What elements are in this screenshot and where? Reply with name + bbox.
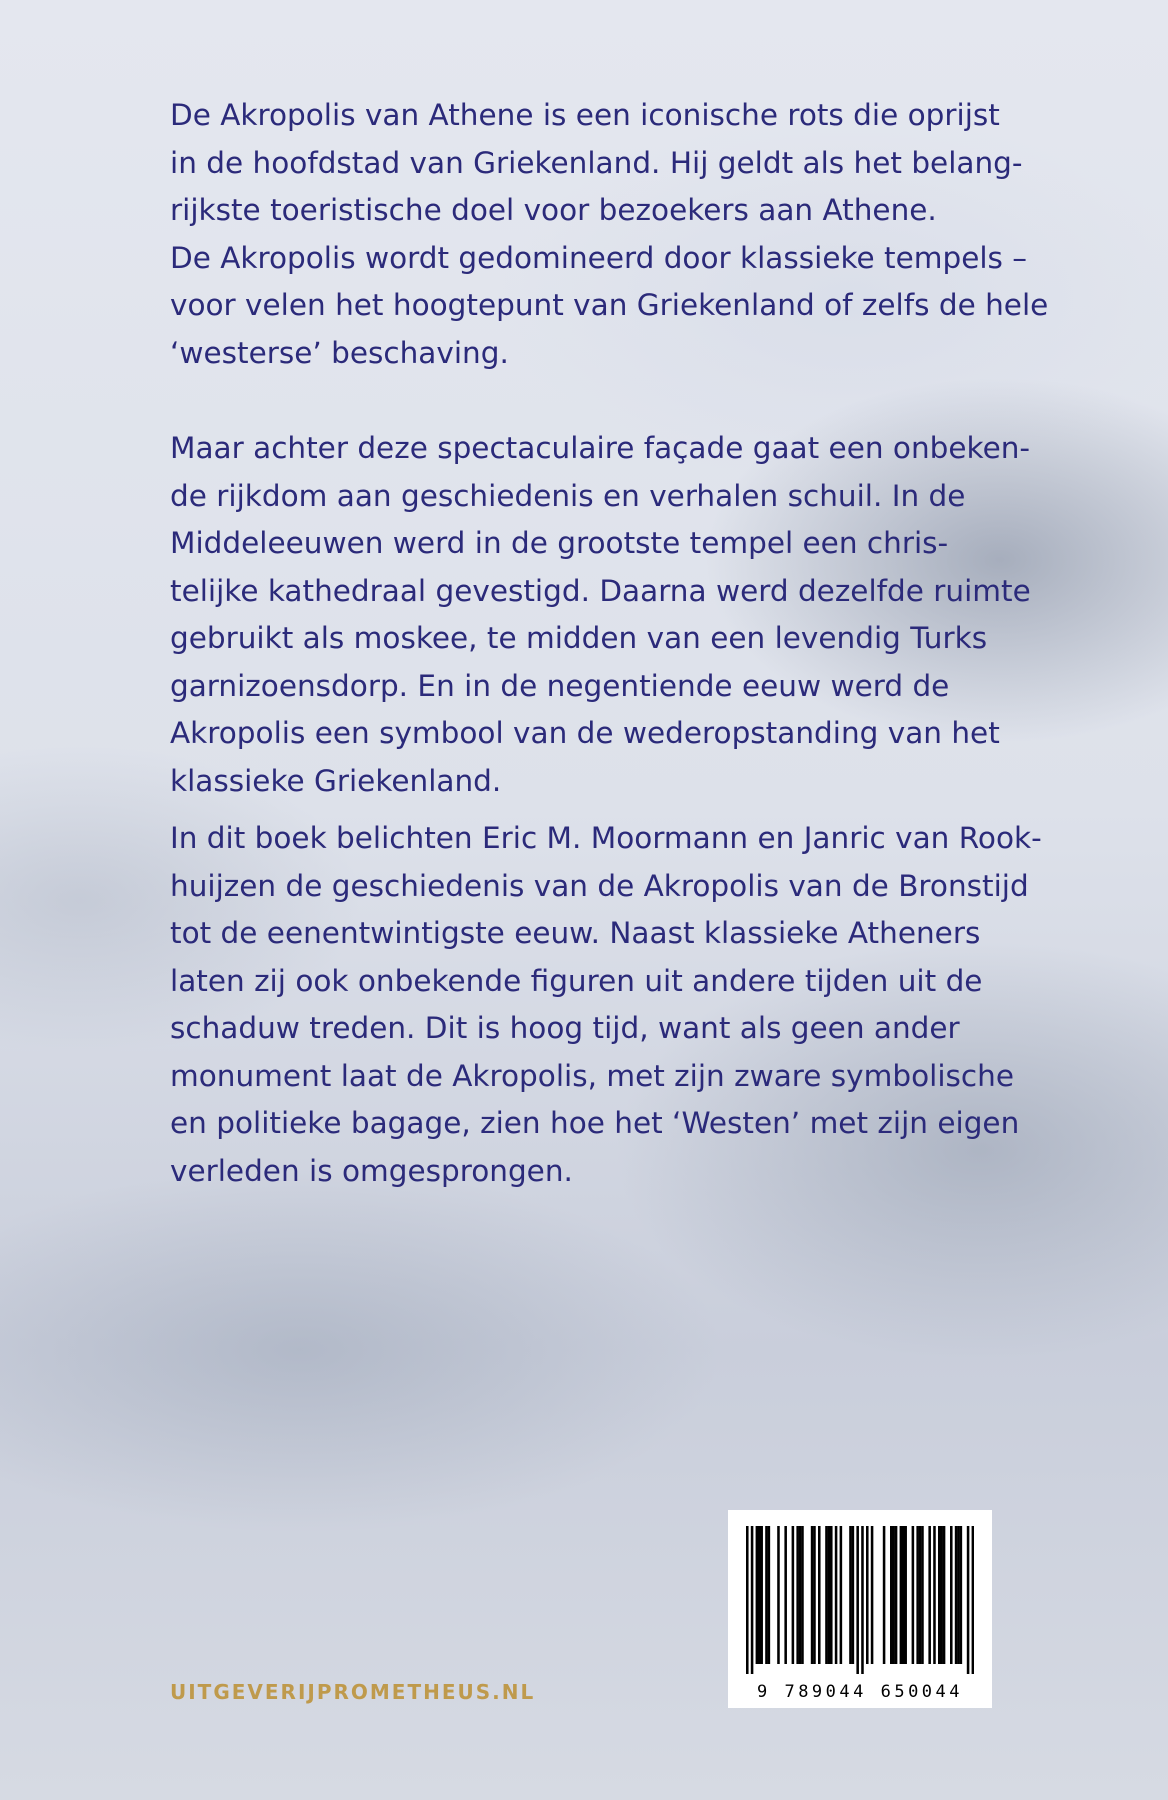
barcode-bar — [852, 1526, 855, 1664]
text-line: telijke kathedraal gevestigd. Daarna werd dezelfde ruimte — [170, 573, 1031, 608]
isbn-number: 9 789044 650044 — [756, 1682, 964, 1702]
barcode-bar — [758, 1526, 761, 1664]
barcode-bar — [784, 1526, 787, 1664]
barcode-bar — [828, 1526, 831, 1664]
text-line: laten zij ook onbekende figuren uit andere tijden uit de — [170, 963, 983, 998]
isbn-barcode — [728, 1510, 992, 1708]
barcode-bar — [902, 1526, 905, 1664]
barcode-bar — [895, 1526, 898, 1664]
barcode-bar — [928, 1526, 931, 1664]
text-line: schaduw treden. Dit is hoog tijd, want als geen ander — [170, 1011, 960, 1045]
barcode-bar — [765, 1526, 768, 1664]
text-line: Akropolis een symbool van de wederopstanding van het — [170, 716, 1000, 750]
barcode-bar — [751, 1526, 754, 1674]
paragraph-intro — [170, 92, 1049, 377]
barcode-bar — [830, 1526, 833, 1664]
barcode-bar — [890, 1526, 893, 1664]
text-line: garnizoensdorp. En in de negentiende eeuw werd de — [170, 668, 950, 703]
text-line: Maar achter deze spectaculaire façade gaat een onbeken- — [170, 431, 1031, 465]
barcode-bars — [746, 1526, 974, 1674]
barcode-bar — [943, 1526, 946, 1664]
paragraph-book — [170, 815, 1042, 1195]
barcode-bar — [768, 1526, 771, 1664]
barcode-bar — [813, 1526, 816, 1664]
text-line: In dit boek belichten Eric M. Moormann en Janric van Rook- — [170, 821, 1042, 855]
text-line: huijzen de geschiedenis van de Akropolis van de Bronstijd — [170, 868, 1029, 903]
barcode-bar — [916, 1526, 919, 1664]
text-line: tot de eenentwintigste eeuw. Naast klassieke Atheners — [170, 916, 981, 950]
barcode-bar — [883, 1526, 886, 1664]
text-line: De Akropolis van Athene is een iconische rots die oprijst — [170, 98, 1000, 132]
barcode-bar — [818, 1526, 821, 1664]
barcode-bar — [957, 1526, 960, 1664]
text-line: verleden is omgesprongen. — [170, 1153, 573, 1188]
paragraph-history — [170, 425, 1031, 805]
publisher-url: UITGEVERIJPROMETHEUS.NL — [170, 1680, 536, 1704]
barcode-bar — [900, 1526, 903, 1664]
text-line: ‘westerse’ beschaving. — [170, 335, 509, 370]
barcode-bar — [904, 1526, 907, 1664]
text-line: De Akropolis wordt gedomineerd door klassieke tempels – — [170, 240, 1028, 275]
text-line: rijkste toeristische doel voor bezoekers aan Athene. — [170, 193, 937, 227]
text-line: de rijkdom aan geschiedenis en verhalen schuil. In de — [170, 478, 966, 513]
barcode-bar — [756, 1526, 759, 1664]
text-line: voor velen het hoogtepunt van Griekenland of zelfs de hele — [170, 288, 1049, 322]
barcode-bar — [746, 1526, 749, 1674]
barcode-bar — [801, 1526, 804, 1664]
barcode-bar — [796, 1526, 799, 1664]
barcode-bar — [849, 1526, 852, 1664]
text-line: Middeleeuwen werd in de grootste tempel een chris- — [170, 526, 949, 560]
barcode-bar — [972, 1526, 974, 1674]
barcode-bar — [921, 1526, 924, 1664]
barcode-bar — [912, 1526, 915, 1664]
barcode-bar — [825, 1526, 828, 1664]
barcode-bar — [866, 1526, 869, 1664]
barcode-bar — [861, 1526, 864, 1674]
barcode-bar — [792, 1526, 795, 1664]
barcode-bar — [933, 1526, 936, 1664]
barcode-bar — [871, 1526, 874, 1664]
barcode-bar — [892, 1526, 895, 1664]
barcode-bar — [960, 1526, 963, 1664]
barcode-bar — [950, 1526, 953, 1664]
text-line: en politieke bagage, zien hoe het ‘Westen’ met zijn eigen — [170, 1106, 1020, 1140]
barcode-bar — [840, 1526, 843, 1664]
barcode-bar — [938, 1526, 941, 1664]
barcode-bar — [835, 1526, 838, 1664]
barcode-bar — [760, 1526, 763, 1664]
barcode-bar — [919, 1526, 922, 1664]
barcode-bar — [856, 1526, 859, 1674]
barcode-bar — [940, 1526, 943, 1664]
text-line: in de hoofdstad van Griekenland. Hij geldt als het belang- — [170, 145, 1023, 180]
text-line: monument laat de Akropolis, met zijn zware symbolische — [170, 1058, 1014, 1093]
text-line: gebruikt als moskee, te midden van een levendig Turks — [170, 621, 988, 655]
barcode-bar — [955, 1526, 958, 1664]
barcode-bar — [967, 1526, 970, 1674]
barcode-bar — [811, 1526, 814, 1664]
text-line: klassieke Griekenland. — [170, 763, 502, 798]
barcode-bar — [777, 1526, 780, 1664]
barcode-bar — [799, 1526, 802, 1664]
